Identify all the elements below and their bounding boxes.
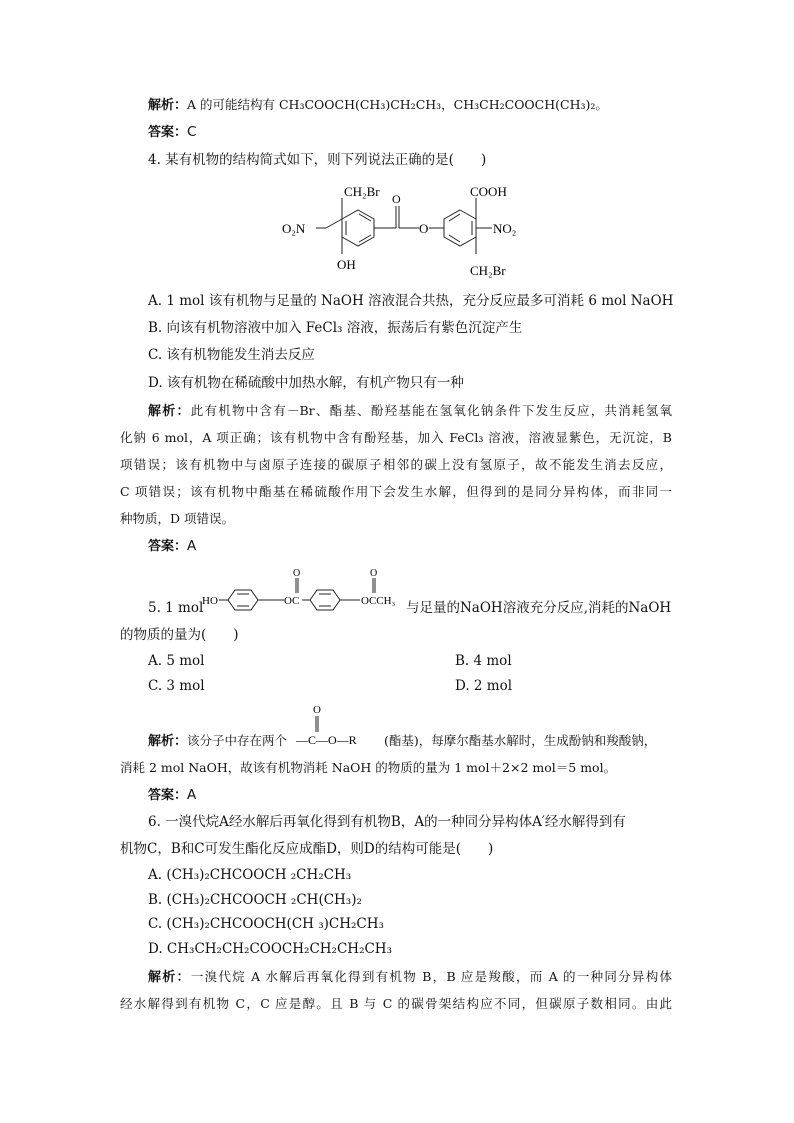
no2-label: NO₂ <box>493 221 517 236</box>
oh-label: OH <box>337 257 356 272</box>
analysis-label: 解析： <box>148 734 188 749</box>
q4-option-a: A. 1 mol 该有机物与足量的 NaOH 溶液混合共热，充分反应最多可消耗 6 mol NaOH <box>148 293 674 309</box>
ester-o-label: O <box>419 221 429 236</box>
analysis-label: 解析： <box>148 404 191 419</box>
ester-group-diagram <box>296 700 376 750</box>
oc-label: OC <box>284 595 300 607</box>
q5-stem-line-2: 的物质的量为( ) <box>120 627 239 643</box>
q5-option-c: C. 3 mol <box>148 678 205 694</box>
q4-option-c: C. 该有机物能发生消去反应 <box>148 347 315 363</box>
q5-structure-diagram <box>202 566 406 616</box>
ch2br-bottom-label: CH₂Br <box>470 263 506 278</box>
ch2br-top-label: CH₂Br <box>344 184 380 199</box>
analysis-text: A 的可能结构有 CH₃COOCH(CH₃)CH₂CH₃，CH₃CH₂COOCH(CH₃)₂。 <box>187 97 608 112</box>
q3-answer <box>148 123 196 142</box>
q3-analysis <box>148 96 608 115</box>
q4-analysis-line-1 <box>148 402 672 421</box>
q5-option-a: A. 5 mol <box>148 653 205 669</box>
q6-option-b: B. (CH₃)₂CHCOOCH ₂CH(CH₃)₂ <box>148 892 362 908</box>
q4-option-b: B. 向该有机物溶液中加入 FeCl₃ 溶液，振荡后有紫色沉淀产生 <box>148 320 523 336</box>
analysis-text: 一溴代烷 A 水解后再氧化得到有机物 B，B 应是羧酸，而 A 的一种同分异构体 <box>190 969 672 984</box>
answer-value: A <box>187 538 197 554</box>
q5-stem-suffix: 与足量的NaOH溶液充分反应,消耗的NaOH <box>406 600 672 616</box>
q4-analysis-line-3: 项错误；该有机物中与卤原子连接的碳原子相邻的碳上没有氢原子，故不能发生消去反应， <box>120 457 672 472</box>
q5-answer <box>148 786 196 805</box>
carbonyl-o-1: O <box>293 568 301 579</box>
analysis-label: 解析： <box>148 98 188 113</box>
carbonyl-o-label: O <box>392 192 401 206</box>
q5-analysis-line-1-suffix: (酯基)，每摩尔酯基水解时，生成酚钠和羧酸钠， <box>384 733 657 748</box>
q4-stem: 4. 某有机物的结构简式如下，则下列说法正确的是( ) <box>148 152 487 168</box>
analysis-text: 此有机物中含有－Br、酯基、酚羟基能在氢氧化钠条件下发生反应，共消耗氢氧 <box>190 403 672 418</box>
answer-label: 答案： <box>148 788 188 803</box>
q6-analysis-line-1 <box>148 968 672 987</box>
answer-label: 答案： <box>148 125 188 140</box>
q6-option-c: C. (CH₃)₂CHCOOCH(CH ₃)CH₂CH₃ <box>148 916 384 932</box>
q4-analysis-line-5: 种物质，D 项错误。 <box>120 511 234 526</box>
carbonyl-o-2: O <box>370 568 378 579</box>
q6-analysis-line-2: 经水解得到有机物 C，C 应是醇。且 B 与 C 的碳骨架结构应不同，但碳原子数相同。由此 <box>120 996 672 1011</box>
q5-option-d: D. 2 mol <box>455 678 513 694</box>
ho-label: HO <box>202 595 218 607</box>
ester-group-o: O <box>313 704 321 716</box>
q5-stem-prefix: 5. 1 mol <box>148 600 204 616</box>
q5-analysis-line-1 <box>148 732 287 751</box>
q4-option-d: D. 该有机物在稀硫酸中加热水解，有机产物只有一种 <box>148 375 464 391</box>
analysis-label: 解析： <box>148 970 191 985</box>
q6-stem-line-1: 6. 一溴代烷A经水解后再氧化得到有机物B，A的一种同分异构体A′经水解得到有 <box>148 814 626 830</box>
q4-answer <box>148 537 196 556</box>
q4-analysis-line-2: 化钠 6 mol，A 项正确；该有机物中含有酚羟基，加入 FeCl₃ 溶液，溶液显紫色，无沉淀，B <box>120 430 672 445</box>
q6-option-d: D. CH₃CH₂CH₂COOCH₂CH₂CH₂CH₃ <box>148 941 392 957</box>
q5-option-b: B. 4 mol <box>455 653 512 669</box>
answer-label: 答案： <box>148 539 188 554</box>
q4-structure-diagram <box>280 178 560 282</box>
answer-value: A <box>187 787 197 803</box>
o2n-label: O₂N <box>282 221 306 236</box>
cooh-label: COOH <box>470 184 507 199</box>
ester-group-chain: —C—O—R <box>296 733 357 747</box>
analysis-text: 该分子中存在两个 <box>187 733 288 748</box>
q6-stem-line-2: 机物C，B和C可发生酯化反应成酯D，则D的结构可能是( ) <box>120 841 494 857</box>
q4-analysis-line-4: C 项错误；该有机物中酯基在稀硫酸作用下会发生水解，但得到的是同分异构体，而非同一 <box>120 484 672 499</box>
answer-value: C <box>187 124 197 140</box>
q6-option-a: A. (CH₃)₂CHCOOCH ₂CH₂CH₃ <box>148 867 352 883</box>
occh3-label: OCCH₃ <box>361 595 396 607</box>
q5-analysis-line-2: 消耗 2 mol NaOH，故该有机物消耗 NaOH 的物质的量为 1 mol＋2×2 mol＝5 mol。 <box>120 760 617 775</box>
